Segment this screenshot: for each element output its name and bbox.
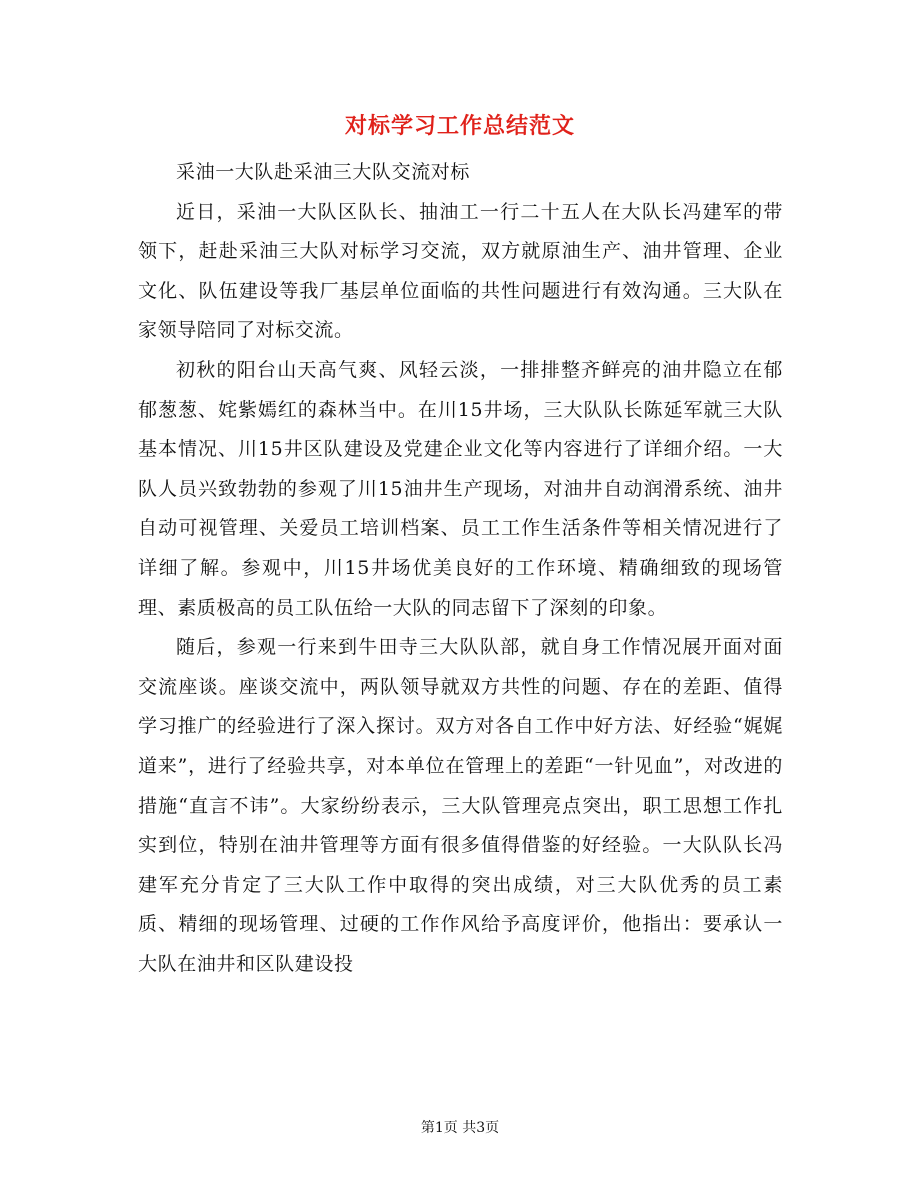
document-title: 对标学习工作总结范文 [344, 113, 575, 139]
document-subtitle: 采油一大队赴采油三大队交流对标 [176, 161, 471, 183]
document-body [138, 153, 783, 984]
page-number: 第1页 共3页 [420, 1120, 500, 1136]
body-paragraph-1: 近日，采油一大队区队长、抽油工一行二十五人在大队长冯建军的带领下，赶赴采油三大队对标学习交流，双方就原油生产、油井管理、企业文化、队伍建设等我厂基层单位面临的共性问题进行有效沟通。三大队在家领导陪同了对标交流。 [138, 200, 783, 342]
body-paragraph-2: 初秋的阳台山天高气爽、风轻云淡，一排排整齐鲜亮的油井隐立在郁郁葱葱、姹紫嫣红的森林当中。在川15井场，三大队队长陈延军就三大队基本情况、川15井区队建设及党建企业文化等内容进行了详细介绍。一大队人员兴致勃勃的参观了川15油井生产现场，对油井自动润滑系统、油井自动可视管理、关爱员工培训档案、员工工作生活条件等相关情况进行了详细了解。参观中，川15井场优美良好的工作环境、精确细致的现场管理、素质极高的员工队伍给一大队的同志留下了深刻的印象。 [138, 358, 783, 619]
body-paragraph-3: 随后，参观一行来到牛田寺三大队队部，就自身工作情况展开面对面交流座谈。座谈交流中，两队领导就双方共性的问题、存在的差距、值得学习推广的经验进行了深入探讨。双方对各自工作中好方法、好经验“娓娓道来”，进行了经验共享，对本单位在管理上的差距“一针见血”，对改进的措施“直言不讳”。大家纷纷表示，三大队管理亮点突出，职工思想工作扎实到位，特别在油井管理等方面有很多值得借鉴的好经验。一大队队长冯建军充分肯定了三大队工作中取得的突出成绩，对三大队优秀的员工素质、精细的现场管理、过硬的工作作风给予高度评价，他指出：要承认一大队在油井和区队建设投 [138, 636, 783, 975]
